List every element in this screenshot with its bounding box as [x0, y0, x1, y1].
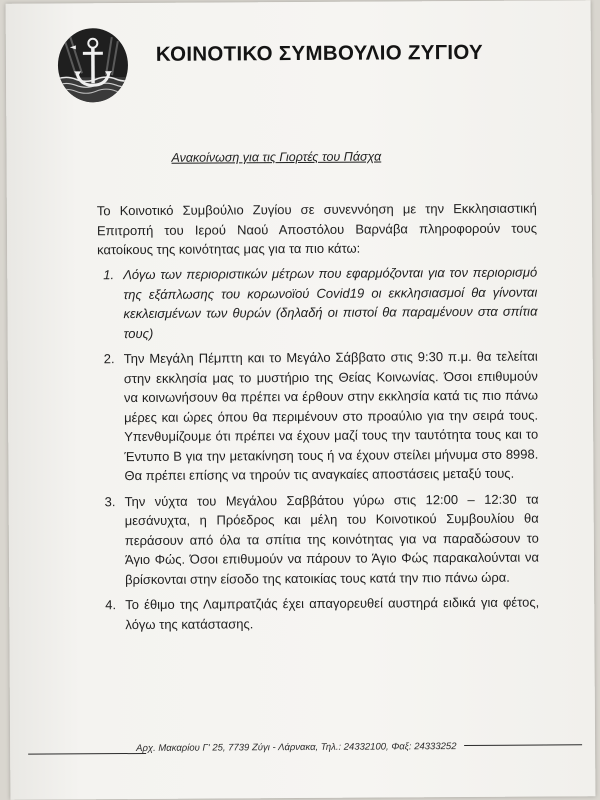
list-item-number: 1.	[103, 267, 115, 283]
list-item-number: 2.	[103, 351, 115, 367]
list-item-text: Το έθιμο της Λαμπρατζιάς έχει απαγορευθεί αυστηρά ειδικά για φέτος, λόγω της κατάστασης.	[125, 594, 540, 632]
list-item-number: 3.	[104, 493, 116, 509]
footer-address: Αρχ. Μακαρίου Γ' 25, 7739 Ζύγι - Λάρνακα, Τηλ.: 24332100, Φαξ: 24333252	[136, 741, 457, 755]
list-item-text: Την Μεγάλη Πέμπτη και το Μεγάλο Σάββατο στις 9:30 π.μ. θα τελείται στην εκκλησία μας το μυστήριο της Θείας Κοινωνίας. Όσοι επιθυμούν να κοινωνήσουν θα πρέπει να έρθουν στην εκκλησία κατά τις πιο πάνω μέρες και ώρες όπου θα περιμένουν στο προαύλιο για την σειρά τους. Υπενθυμίζουμε ότι πρέπει να έχουν μαζί τους την ταυτότητα τους και το Έντυπο Β για την μετακίνηση τους ή να έχουν στείλει μήνυμα στο 8998. Θα πρέπει επίσης να τηρούν τις αναγκαίες αποστάσεις μεταξύ τους.	[123, 348, 539, 484]
council-title: ΚΟΙΝΟΤΙΚΟ ΣΥΜΒΟΥΛΙΟ ΖΥΓΙΟΥ	[155, 40, 484, 66]
list-item	[99, 489, 540, 589]
notice-subject: Ανακοίνωση για τις Γιορτές του Πάσχα	[171, 149, 382, 165]
list-item	[98, 347, 539, 486]
list-item	[99, 593, 539, 635]
notice-sheet	[6, 0, 596, 800]
list-item	[97, 263, 537, 344]
list-item-text: Λόγω των περιοριστικών μέτρων που εφαρμόζονται για τον περιορισμό της εξάπλωσης του κορωνοϊού Covid19 οι εκκλησιασμοί θα γίνονται κεκλεισμένων των θυρών (δηλαδή οι πιστοί θα παραμένουν στα σπίτια τους)	[123, 264, 538, 341]
list-item-number: 4.	[105, 597, 117, 613]
notice-intro: Το Κοινοτικό Συμβούλιο Ζυγίου σε συνεννόηση με την Εκκλησιαστική Επιτροπή του Ιερού Ναού Αποστόλου Βαρνάβα πληροφορούν τους κατοίκους της κοινότητας μας για τα πιο κάτω:	[96, 200, 537, 258]
anchor-emblem-icon	[56, 27, 130, 103]
notice-list	[97, 263, 539, 641]
footer-divider-right	[464, 744, 582, 746]
footer-divider-left	[28, 753, 146, 755]
list-item-text: Την νύχτα του Μεγάλου Σαββάτου γύρω στις 12:00 – 12:30 τα μεσάνυχτα, η Πρόεδρος και μέλη του Κοινοτικού Συμβουλίου θα περάσουν από όλα τα σπίτια της κοινότητας για να παραδώσουν το Άγιο Φώς. Όσοι επιθυμούν να πάρουν το Άγιο Φώς παρακαλούνται να βρίσκονται στην είσοδο της κατοικίας τους κατά την πιο πάνω ώρα.	[124, 491, 540, 587]
